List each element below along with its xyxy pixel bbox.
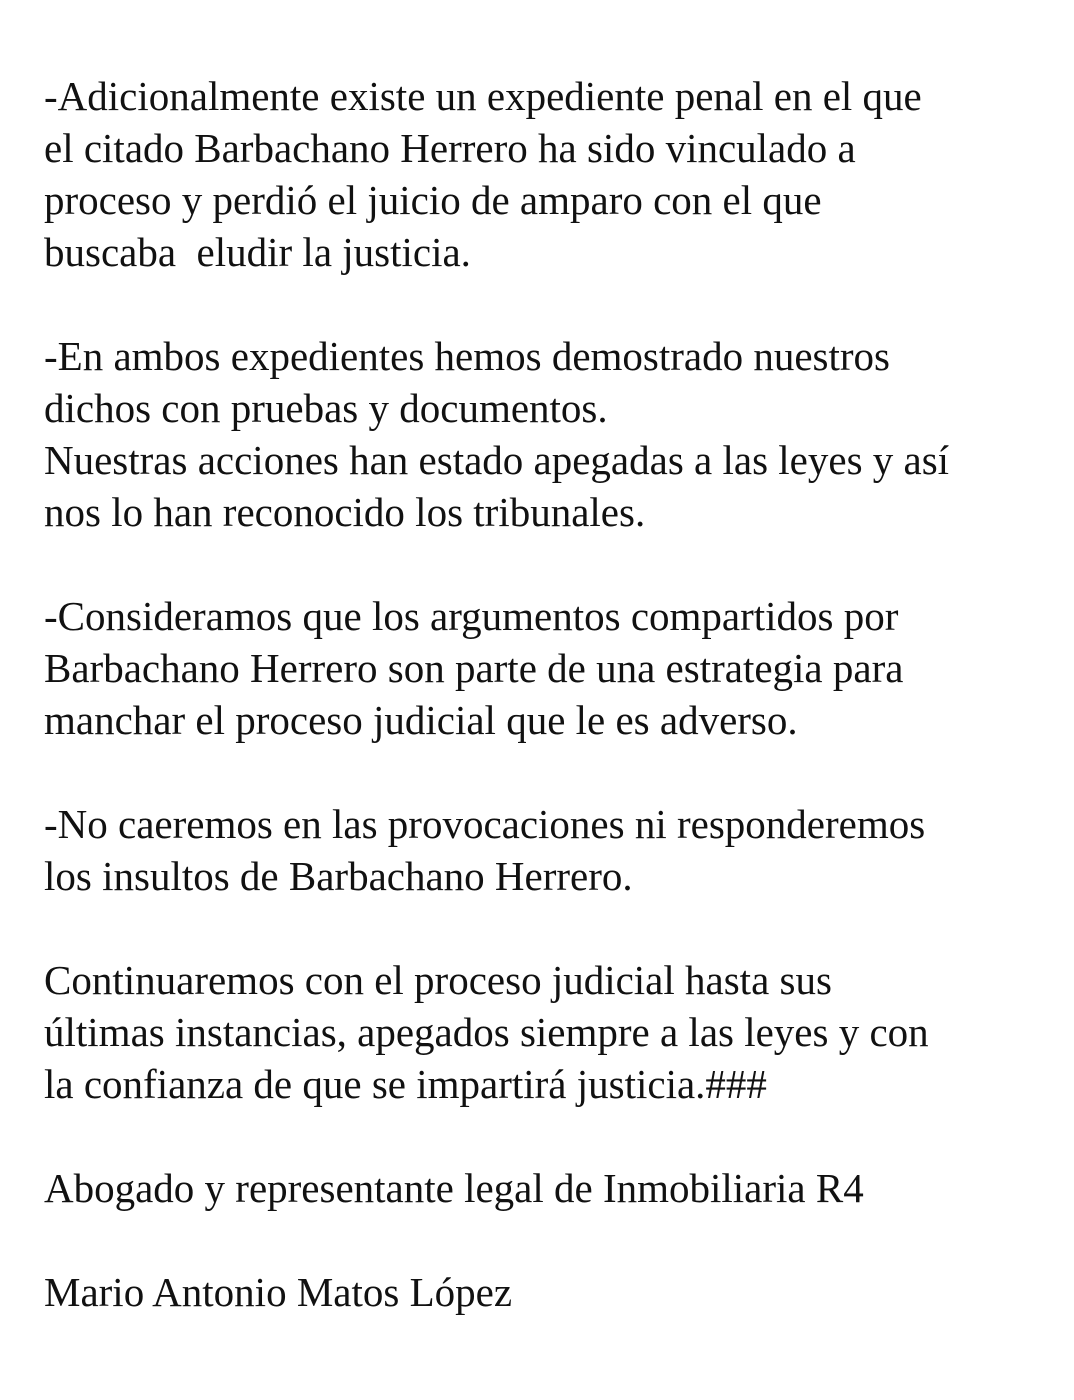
- text-line: Nuestras acciones han estado apegadas a las leyes y así: [44, 437, 950, 483]
- text-line: Continuaremos con el proceso judicial hasta sus: [44, 957, 832, 1003]
- text-line: dichos con pruebas y documentos.: [44, 385, 608, 431]
- text-line: manchar el proceso judicial que le es adverso.: [44, 697, 798, 743]
- paragraph-evidence: [44, 330, 1054, 538]
- paragraph-conclusion: [44, 954, 1054, 1110]
- text-line: -Consideramos que los argumentos compartidos por: [44, 593, 899, 639]
- paragraph-strategy: [44, 590, 1054, 746]
- text-line: -Adicionalmente existe un expediente penal en el que: [44, 73, 922, 119]
- text-line: la confianza de que se impartirá justicia.###: [44, 1061, 767, 1107]
- text-line: proceso y perdió el juicio de amparo con el que: [44, 177, 822, 223]
- paragraph-spacer: [44, 902, 1054, 954]
- signature-name: Mario Antonio Matos López: [44, 1269, 513, 1315]
- text-line: Barbachano Herrero son parte de una estrategia para: [44, 645, 904, 691]
- text-line: el citado Barbachano Herrero ha sido vinculado a: [44, 125, 856, 171]
- statement-document: [44, 70, 1054, 1318]
- paragraph-provocations: [44, 798, 1054, 902]
- signature-role: Abogado y representante legal de Inmobiliaria R4: [44, 1165, 864, 1211]
- paragraph-spacer: [44, 278, 1054, 330]
- paragraph-criminal-case: [44, 70, 1054, 278]
- text-line: -No caeremos en las provocaciones ni responderemos: [44, 801, 926, 847]
- paragraph-spacer: [44, 1110, 1054, 1162]
- text-line: buscaba eludir la justicia.: [44, 229, 471, 275]
- paragraph-spacer: [44, 538, 1054, 590]
- paragraph-spacer: [44, 746, 1054, 798]
- text-line: los insultos de Barbachano Herrero.: [44, 853, 633, 899]
- text-line: últimas instancias, apegados siempre a las leyes y con: [44, 1009, 929, 1055]
- paragraph-spacer: [44, 1214, 1054, 1266]
- text-line: nos lo han reconocido los tribunales.: [44, 489, 646, 535]
- text-line: -En ambos expedientes hemos demostrado nuestros: [44, 333, 891, 379]
